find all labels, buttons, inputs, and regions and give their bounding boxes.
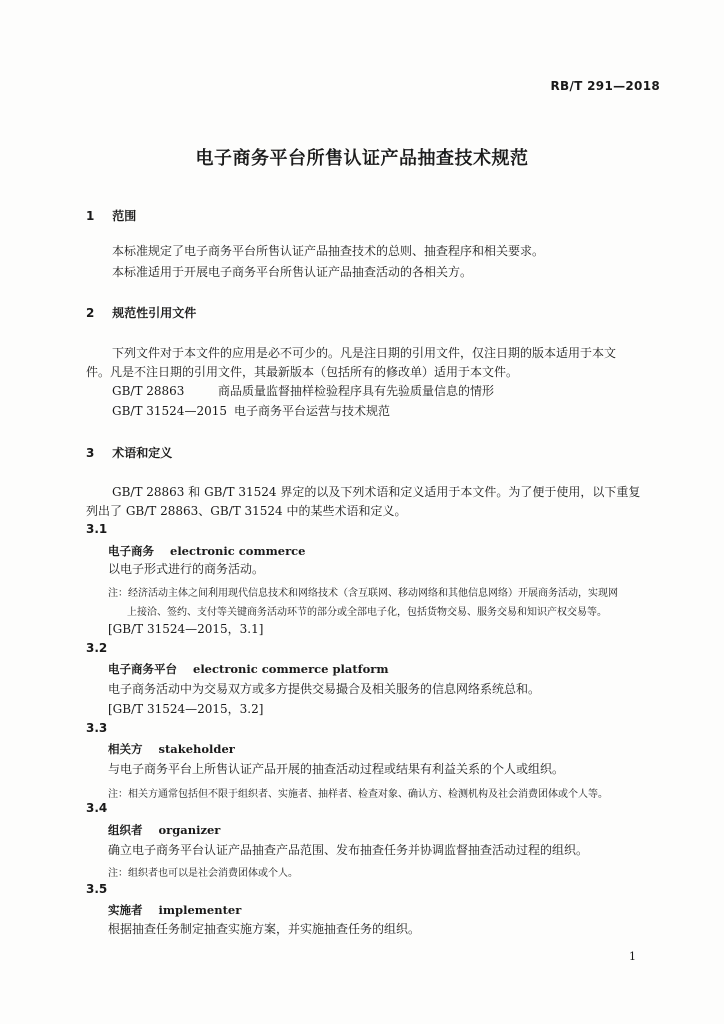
- reference-title: 商品质量监督抽样检验程序具有先验质量信息的情形: [218, 384, 495, 398]
- term-note-line-2: 上接洽、签约、支付等关键商务活动环节的部分或全部电子化，包括货物交易、服务交易和知识产权交易等。: [127, 607, 607, 618]
- term-definition: 与电子商务平台上所售认证产品开展的抽查活动过程或结果有利益关系的个人或组织。: [108, 762, 565, 776]
- term-note-line-1: 注：相关方通常包括但不限于组织者、实施者、抽样者、检查对象、确认方、检测机构及社会消费团体或个人等。: [108, 789, 608, 800]
- term-english: implementer: [158, 903, 242, 917]
- section-number: 3: [86, 446, 95, 460]
- term-heading: [108, 661, 389, 677]
- clause-number: 3.4: [86, 801, 108, 815]
- refs-paragraph-line-1: 下列文件对于本文件的应用是必不可少的。凡是注日期的引用文件，仅注日期的版本适用于本文: [112, 346, 617, 360]
- term-heading: [108, 741, 235, 757]
- refs-paragraph-line-2: 件。凡是不注日期的引用文件，其最新版本（包括所有的修改单）适用于本文件。: [86, 365, 519, 379]
- section-1-heading: [86, 207, 136, 224]
- standard-code: RB/T 291—2018: [550, 79, 660, 93]
- term-chinese: 组织者: [108, 823, 143, 837]
- reference-item: [112, 383, 494, 400]
- section-title: 术语和定义: [112, 446, 173, 460]
- term-note-line-1: 注：组织者也可以是社会消费团体或个人。: [108, 868, 298, 879]
- document-title: 电子商务平台所售认证产品抽查技术规范: [195, 148, 529, 169]
- clause-number: 3.5: [86, 882, 108, 896]
- term-chinese: 相关方: [108, 742, 143, 756]
- term-english: stakeholder: [158, 742, 235, 756]
- clause-number: 3.2: [86, 641, 108, 655]
- term-definition: 以电子形式进行的商务活动。: [108, 562, 265, 576]
- term-english: electronic commerce: [170, 544, 306, 558]
- term-note-line-1: 注：经济活动主体之间利用现代信息技术和网络技术（含互联网、移动网络和其他信息网络）开展商务活动，实现网: [108, 588, 618, 599]
- clause-number: 3.3: [86, 721, 108, 735]
- term-source: [GB/T 31524—2015，3.1]: [108, 622, 264, 636]
- section-title: 范围: [112, 209, 137, 223]
- clause-number: 3.1: [86, 522, 108, 536]
- section-3-heading: [86, 444, 172, 461]
- section-number: 1: [86, 209, 95, 223]
- page-number: 1: [629, 950, 636, 963]
- term-chinese: 电子商务: [108, 544, 154, 558]
- section-title: 规范性引用文件: [112, 306, 197, 320]
- reference-code: GB/T 28863: [112, 384, 185, 398]
- section-number: 2: [86, 306, 95, 320]
- reference-code: GB/T 31524—2015: [112, 404, 227, 418]
- term-english: organizer: [158, 823, 221, 837]
- term-heading: [108, 543, 305, 559]
- reference-item: [112, 403, 390, 420]
- reference-title: 电子商务平台运营与技术规范: [234, 404, 391, 418]
- section-2-heading: [86, 304, 196, 321]
- term-english: electronic commerce platform: [193, 662, 389, 676]
- term-heading: [108, 902, 241, 918]
- term-definition: 确立电子商务平台认证产品抽查产品范围、发布抽查任务并协调监督抽查活动过程的组织。: [108, 843, 589, 857]
- term-definition: 电子商务活动中为交易双方或多方提供交易撮合及相关服务的信息网络系统总和。: [108, 682, 541, 696]
- term-chinese: 实施者: [108, 903, 143, 917]
- term-source: [GB/T 31524—2015，3.2]: [108, 702, 264, 716]
- term-heading: [108, 822, 220, 838]
- term-definition: 根据抽查任务制定抽查实施方案，并实施抽查任务的组织。: [108, 922, 421, 936]
- scope-paragraph-1: 本标准规定了电子商务平台所售认证产品抽查技术的总则、抽查程序和相关要求。: [112, 244, 545, 258]
- term-chinese: 电子商务平台: [108, 662, 177, 676]
- scope-paragraph-2: 本标准适用于开展电子商务平台所售认证产品抽查活动的各相关方。: [112, 265, 473, 279]
- terms-intro-line-2: 列出了 GB/T 28863、GB/T 31524 中的某些术语和定义。: [86, 504, 407, 518]
- terms-intro-line-1: GB/T 28863 和 GB/T 31524 界定的以及下列术语和定义适用于本文件。为了便于使用，以下重复: [112, 485, 641, 499]
